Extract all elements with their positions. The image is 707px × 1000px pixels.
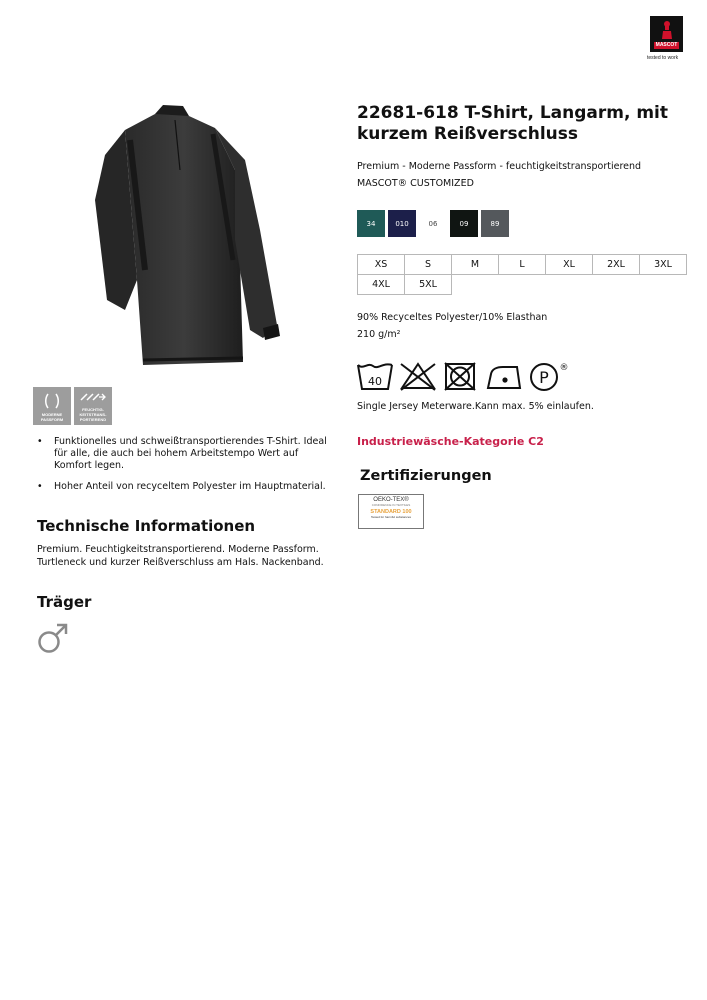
brand-tagline: tested to work (647, 55, 679, 61)
material-info (357, 309, 547, 343)
moisture-wicking-badge (74, 387, 112, 425)
feature-list (37, 436, 337, 502)
collection-name: MASCOT® CUSTOMIZED (357, 178, 474, 189)
badge-label: KEITSTRANS- (79, 412, 107, 417)
product-image (85, 100, 290, 370)
care-note: Single Jersey Meterware.Kann max. 5% einlaufen. (357, 401, 594, 412)
male-symbol-icon (37, 622, 69, 654)
oeko-sub: CONFIDENCE IN TEXTILES (371, 503, 411, 507)
svg-text:P: P (539, 368, 549, 387)
color-swatch[interactable]: 89 (481, 210, 509, 237)
material-weight: 210 g/m² (357, 329, 401, 340)
material-composition: 90% Recyceltes Polyester/10% Elasthan (357, 312, 548, 323)
size-cell[interactable]: 4XL (358, 275, 405, 295)
list-item: • Funktionelles und schweißtransportierendes T-Shirt. Ideal für alle, die auch bei hohem Arbeitstempo Wert auf Komfort legen. (37, 436, 337, 472)
mascot-logo (650, 16, 683, 52)
logo-wordmark: MASCOT (655, 42, 678, 48)
size-cell[interactable]: XS (358, 255, 405, 275)
technical-heading: Technische Informationen (37, 517, 256, 535)
moisture-wicking-icon (79, 390, 107, 404)
color-swatch[interactable]: 010 (388, 210, 416, 237)
certifications-heading: Zertifizierungen (360, 468, 492, 484)
color-swatches (357, 210, 509, 237)
list-item: • Hoher Anteil von recyceltem Polyester im Hauptmaterial. (37, 481, 337, 493)
product-subtitle (357, 158, 641, 192)
no-tumble-dry-icon (445, 363, 475, 390)
modern-fit-badge (33, 387, 71, 425)
size-table (357, 254, 687, 295)
technical-text: Premium. Feuchtigkeitstransportierend. Moderne Passform. Turtleneck und kurzer Reißverschluss am Hals. Nackenband. (37, 544, 324, 568)
oeko-note: Tested for harmful substances (370, 515, 412, 519)
size-cell[interactable]: L (499, 255, 546, 275)
badge-label: PASSFORM (40, 417, 64, 422)
oeko-standard: STANDARD 100 (370, 509, 412, 515)
oeko-title: OEKO-TEX® (373, 497, 409, 503)
wash-temp: 40 (368, 375, 382, 388)
size-cell[interactable]: 3XL (640, 255, 687, 275)
size-row (358, 255, 687, 275)
size-cell[interactable]: 5XL (405, 275, 452, 295)
badge-label: FEUCHTIG- (82, 407, 104, 412)
color-swatch[interactable]: 06 (419, 210, 447, 237)
oeko-tex-label (358, 494, 424, 529)
size-cell[interactable]: 2XL (593, 255, 640, 275)
no-bleach-icon (401, 364, 435, 390)
wearer-heading: Träger (37, 593, 92, 611)
badge-label: PORTIEREND (79, 417, 107, 422)
care-symbols (357, 360, 577, 392)
size-row (358, 275, 687, 295)
badge-label: MODERNE (41, 412, 63, 417)
professional-clean-p-icon (531, 363, 569, 390)
mascot-figure-icon (661, 20, 673, 40)
iron-low-icon (488, 367, 520, 388)
color-swatch[interactable]: 34 (357, 210, 385, 237)
product-title: 22681-618 T-Shirt, Langarm, mit kurzem Reißverschluss (357, 103, 669, 144)
size-cell[interactable]: XL (546, 255, 593, 275)
size-cell[interactable]: S (405, 255, 452, 275)
wash-40-icon (358, 364, 392, 389)
modern-fit-icon (42, 393, 62, 409)
color-swatch[interactable]: 09 (450, 210, 478, 237)
svg-text:®: ® (559, 363, 569, 373)
subtitle-line: Premium - Moderne Passform - feuchtigkeitstransportierend (357, 161, 642, 172)
size-cell[interactable]: M (452, 255, 499, 275)
wash-category: Industriewäsche-Kategorie C2 (357, 435, 544, 448)
